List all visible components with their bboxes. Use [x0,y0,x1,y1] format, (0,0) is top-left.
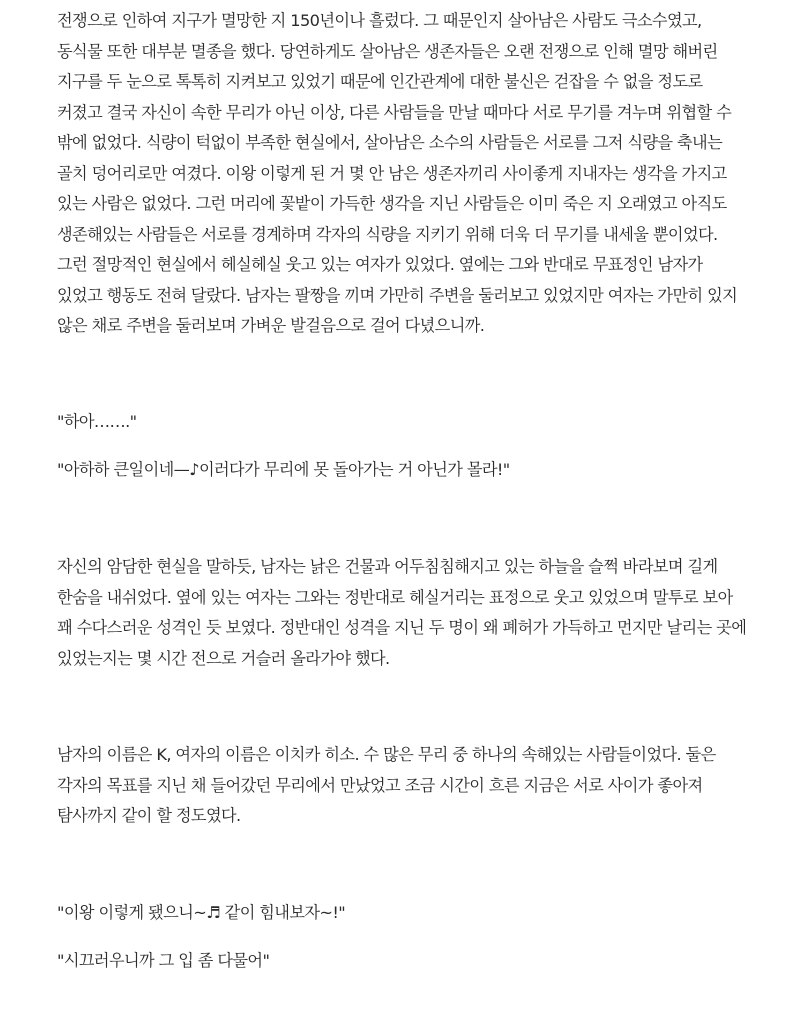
narration-paragraph-2: 자신의 암담한 현실을 말하듯, 남자는 낡은 건물과 어두침침해지고 있는 하늘을 슬쩍 바라보며 길게 한숨을 내쉬었다. 옆에 있는 여자는 그와는 정반대로 헤실거리는 표정으로 웃고 있었으며 말투로 보아 꽤 수다스러운 성격인 듯 보였다. 정반대인 성격을 지닌 두 명이 왜 폐허가 가득하고 먼지만 날리는 곳에 있었는지는 몇 시간 전으로 거슬러 올라가야 했다. [57,557,747,668]
dialogue-line-1: "하아……." [57,412,137,431]
dialogue-line-2: "아하하 큰일이네—♪이러다가 무리에 못 돌아가는 거 아닌가 몰라!" [57,460,510,479]
narration-paragraph-3: 남자의 이름은 K, 여자의 이름은 이치카 히소. 수 많은 무리 중 하나의 속해있는 사람들이었다. 둘은 각자의 목표를 지닌 채 들어갔던 무리에서 만났었고 조금 시간이 흐른 지금은 서로 사이가 좋아져 탐사까지 같이 할 정도였다. [57,745,716,825]
dialogue-line-3: "이왕 이렇게 됐으니~♬ 같이 힘내보자~!" [57,903,346,922]
narration-paragraph-1: 전쟁으로 인하여 지구가 멸망한 지 150년이나 흘렀다. 그 때문인지 살아남은 사람도 극소수였고, 동식물 또한 대부분 멸종을 했다. 당연하게도 살아남은 생존자들은 오랜 전쟁으로 인해 멸망 해버린 지구를 두 눈으로 톡톡히 지켜보고 있었기 때문에 인간관계에 대한 불신은 걷잡을 수 없을 정도로 커졌고 결국 자신이 속한 무리가 아닌 이상, 다른 사람들을 만날 때마다 서로 무기를 겨누며 위협할 수 밖에 없었다. 식량이 턱없이 부족한 현실에서, 살아남은 소수의 사람들은 서로를 그저 식량을 축내는 골치 덩어리로만 여겼다. 이왕 이렇게 된 거 몇 안 남은 생존자끼리 사이좋게 지내자는 생각을 가지고 있는 사람은 없었다. 그런 머리에 꽃밭이 가득한 생각을 지닌 사람들은 이미 죽은 지 오래였고 아직도 생존해있는 사람들은 서로를 경계하며 각자의 식량을 지키기 위해 더욱 더 무기를 내세울 뿐이었다. 그런 절망적인 현실에서 헤실헤실 웃고 있는 여자가 있었다. 옆에는 그와 반대로 무표정인 남자가 있었고 행동도 전혀 달랐다. 남자는 팔짱을 끼며 가만히 주변을 둘러보고 있었지만 여자는 가만히 있지 않은 채로 주변을 둘러보며 가벼운 발걸음으로 걸어 다녔으니까. [57,11,738,335]
dialogue-line-4: "시끄러우니까 그 입 좀 다물어" [57,951,270,970]
